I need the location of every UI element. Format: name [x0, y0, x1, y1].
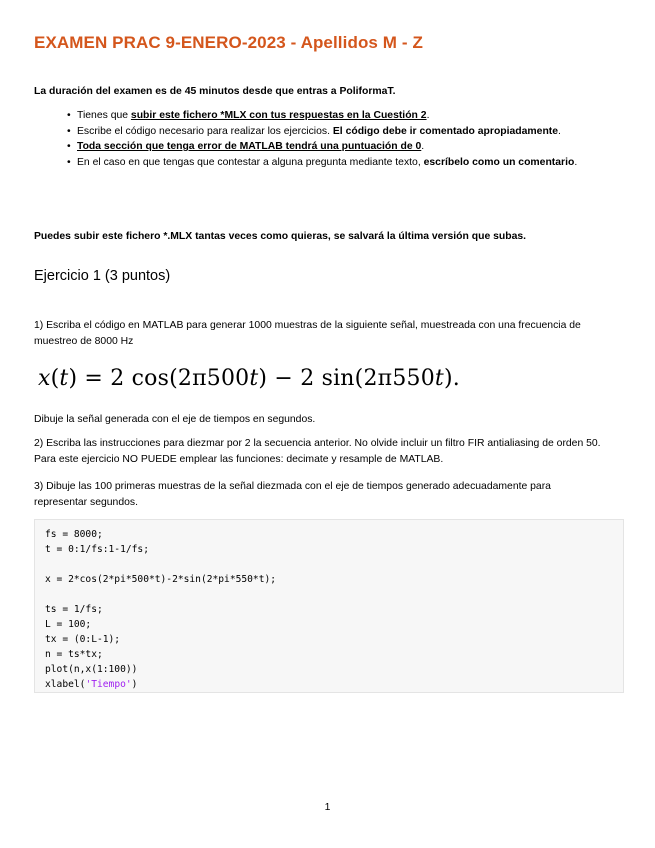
instruction-emphasis: escríbelo como un comentario [423, 156, 575, 168]
code-line: n = ts*tx; [45, 649, 103, 660]
question-2: 2) Escriba las instrucciones para diezmar por 2 la secuencia anterior. No olvide incluir un filtro FIR antialiasing de orden 50. Para este ejercicio NO PUEDE emplear las funciones: decimate y resample de MATLAB. [34, 438, 601, 465]
exam-duration-note: La duración del examen es de 45 minutos desde que entras a PoliformaT. [34, 86, 396, 97]
code-text: ) [131, 679, 138, 690]
code-line [45, 587, 613, 602]
formula-x: x [38, 366, 51, 391]
code-text: xlabel( [45, 679, 86, 690]
instruction-punct: . [426, 110, 430, 121]
instruction-text: Tienes que [77, 110, 131, 121]
code-line [45, 557, 613, 572]
code-line: t = 0:1/fs:1-1/fs; [45, 544, 149, 555]
exercise-heading: Ejercicio 1 (3 puntos) [34, 268, 171, 284]
formula-part1: ) = 2 cos(2π500 [68, 366, 250, 391]
code-string-literal: 'Tiempo' [85, 679, 132, 690]
code-block[interactable] [34, 519, 624, 693]
instruction-punct: . [558, 125, 561, 137]
draw-note: Dibuje la señal generada con el eje de tiempos en segundos. [34, 414, 316, 425]
instruction-item [67, 155, 612, 171]
formula-part2: ) − 2 sin(2π550 [258, 366, 435, 391]
code-line: fs = 8000; [45, 529, 103, 540]
instruction-punct: . [574, 156, 578, 168]
code-line-xlabel [45, 677, 613, 692]
formula-open: ( [50, 366, 60, 391]
code-line: plot(n,x(1:100)) [45, 664, 138, 675]
instruction-emphasis: Toda sección que tenga error de MATLAB tendrá una puntuación de 0 [77, 141, 422, 152]
formula-t: t [434, 366, 444, 391]
upload-note: Puedes subir este fichero *.MLX tantas veces como quieras, se salvará la última versión que subas. [34, 231, 527, 242]
code-line: tx = (0:L-1); [45, 634, 121, 645]
instruction-item [67, 139, 612, 155]
formula-t: t [59, 366, 69, 391]
instruction-item [67, 108, 612, 124]
instruction-punct: . [421, 141, 425, 152]
instruction-item [67, 124, 612, 140]
page-number: 1 [324, 802, 331, 813]
instruction-emphasis: subir este fichero *MLX con tus respuestas en la Cuestión 2 [130, 110, 427, 121]
instructions-list [67, 108, 612, 170]
code-line: x = 2*cos(2*pi*500*t)-2*sin(2*pi*550*t); [45, 574, 277, 585]
instruction-text: En el caso en que tengas que contestar a alguna pregunta mediante texto, [77, 156, 424, 168]
question-3: 3) Dibuje las 100 primeras muestras de la señal diezmada con el eje de tiempos generado adecuadamente para representar segundos. [34, 481, 551, 508]
code-line: L = 100; [45, 619, 92, 630]
code-line: ts = 1/fs; [45, 604, 103, 615]
signal-formula [38, 366, 460, 391]
instruction-emphasis: El código debe ir comentado apropiadamente [332, 125, 559, 137]
instruction-text: Escribe el código necesario para realizar los ejercicios. [77, 125, 333, 137]
question-1: 1) Escriba el código en MATLAB para generar 1000 muestras de la siguiente señal, muestreada con una frecuencia de muestreo de 8000 Hz [34, 320, 581, 347]
formula-t: t [249, 366, 259, 391]
exam-title: EXAMEN PRAC 9-ENERO-2023 - Apellidos M - Z [34, 33, 423, 52]
formula-close: ). [443, 366, 460, 391]
